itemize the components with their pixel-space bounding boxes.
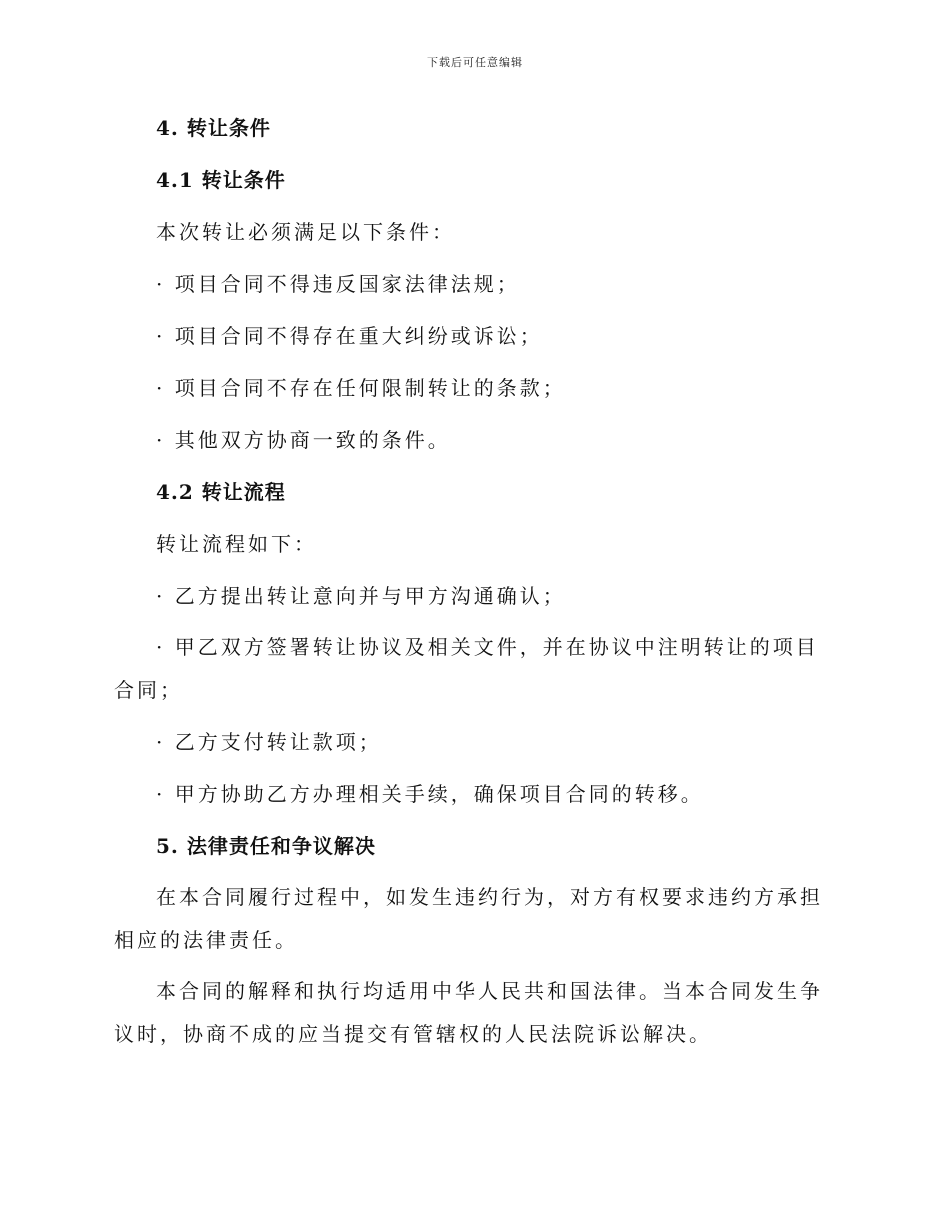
list-item: · 项目合同不得违反国家法律法规； xyxy=(156,272,520,296)
list-item: · 项目合同不存在任何限制转让的条款； xyxy=(156,376,566,400)
section-4-2-heading: 4.2 转让流程 xyxy=(156,480,286,504)
section-4-1-intro: 本次转让必须满足以下条件： xyxy=(156,220,455,244)
paragraph: 本合同的解释和执行均适用中华人民共和国法律。当本合同发生争议时，协商不成的应当提交有管辖权的人民法院诉讼解决。 xyxy=(114,979,823,1046)
page-header-note: 下载后可任意编辑 xyxy=(427,56,523,69)
list-item: · 甲乙双方签署转让协议及相关文件，并在协议中注明转让的项目合同； xyxy=(114,635,819,702)
list-item: · 乙方支付转让款项； xyxy=(156,730,382,754)
section-4-heading: 4. 转让条件 xyxy=(156,116,271,140)
list-item: · 乙方提出转让意向并与甲方沟通确认； xyxy=(156,584,566,608)
paragraph: 在本合同履行过程中，如发生违约行为，对方有权要求违约方承担相应的法律责任。 xyxy=(114,885,823,952)
list-item: · 其他双方协商一致的条件。 xyxy=(156,428,451,452)
section-4-1-heading: 4.1 转让条件 xyxy=(156,168,286,192)
section-5-heading: 5. 法律责任和争议解决 xyxy=(156,834,376,858)
list-item: · 甲方协助乙方办理相关手续，确保项目合同的转移。 xyxy=(156,782,704,806)
list-item: · 项目合同不得存在重大纠纷或诉讼； xyxy=(156,324,543,348)
section-4-2-intro: 转让流程如下： xyxy=(156,532,317,556)
document-body xyxy=(114,113,836,1071)
